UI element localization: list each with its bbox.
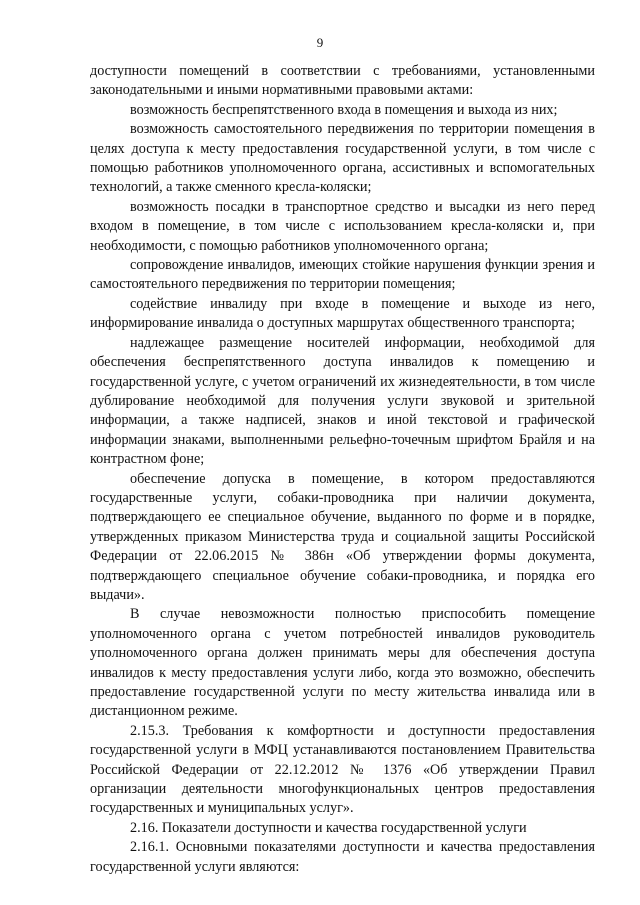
body-paragraph: возможность беспрепятственного входа в помещения и выхода из них; xyxy=(130,101,558,118)
body-paragraph: 2.15.3. Требования к комфортности и доступности предоставления государственной услуги в МФЦ устанавливаются постановлением Правительства Российской Федерации от 22.12.2012 № 1376 «Об утверждении Правил организации деятельности многофункциональных центров предоставления государственных и муниципальных услуг». xyxy=(90,722,595,817)
body-paragraph: В случае невозможности полностью приспособить помещение уполномоченного органа с учетом потребностей инвалидов руководитель уполномоченного органа должен принимать меры для обеспечения доступа инвалидов к месту предоставления услуги либо, когда это возможно, обеспечить предоставление государственной услуги по месту жительства инвалида или в дистанционном режиме. xyxy=(90,606,595,720)
body-paragraph: 2.16. Показатели доступности и качества государственной услуги xyxy=(130,819,527,836)
body-paragraph: возможность самостоятельного передвижения по территории помещения в целях доступа к месту предоставления государственной услуги, в том числе с помощью работников уполномоченного органа, ассистивных и вспомогательных технологий, а также сменного кресла-коляски; xyxy=(90,121,595,196)
body-paragraph: содействие инвалиду при входе в помещение и выходе из него, информирование инвалида о доступных маршрутах общественного транспорта; xyxy=(90,295,595,332)
body-paragraph: сопровождение инвалидов, имеющих стойкие нарушения функции зрения и самостоятельного передвижения по территории помещения; xyxy=(90,257,595,293)
body-paragraph: обеспечение допуска в помещение, в котором предоставляются государственные услуги, собаки-проводника при наличии документа, подтверждающего ее специальное обучение, выданного по форме и в порядке, утвержденных приказом Министерства труда и социальной защиты Российской Федерации от 22.06.2015 № 386н «Об утверждении формы документа, подтверждающего специальное обучение собаки-проводника, и порядка его выдачи». xyxy=(90,470,595,603)
body-paragraph: надлежащее размещение носителей информации, необходимой для обеспечения беспрепятственного доступа инвалидов к помещению и государственной услуге, с учетом ограничений их жизнедеятельности, в том числе дублирование необходимой для получения услуги звуковой и зрительной информации, а также надписей, знаков и иной текстовой и графической информации знаками, выполненными рельефно-точечным шрифтом Брайля и на контрастном фоне; xyxy=(90,334,595,468)
body-paragraph: 2.16.1. Основными показателями доступности и качества предоставления государственной услуги являются: xyxy=(90,839,595,875)
document-body xyxy=(90,62,595,877)
page-number: 9 xyxy=(316,35,324,50)
body-paragraph: доступности помещений в соответствии с требованиями, установленными законодательными и иными нормативными правовыми актами: xyxy=(90,63,595,99)
body-paragraph: возможность посадки в транспортное средство и высадки из него перед входом в помещение, в том числе с использованием кресла-коляски и, при необходимости, с помощью работников уполномоченного органа; xyxy=(90,198,595,254)
